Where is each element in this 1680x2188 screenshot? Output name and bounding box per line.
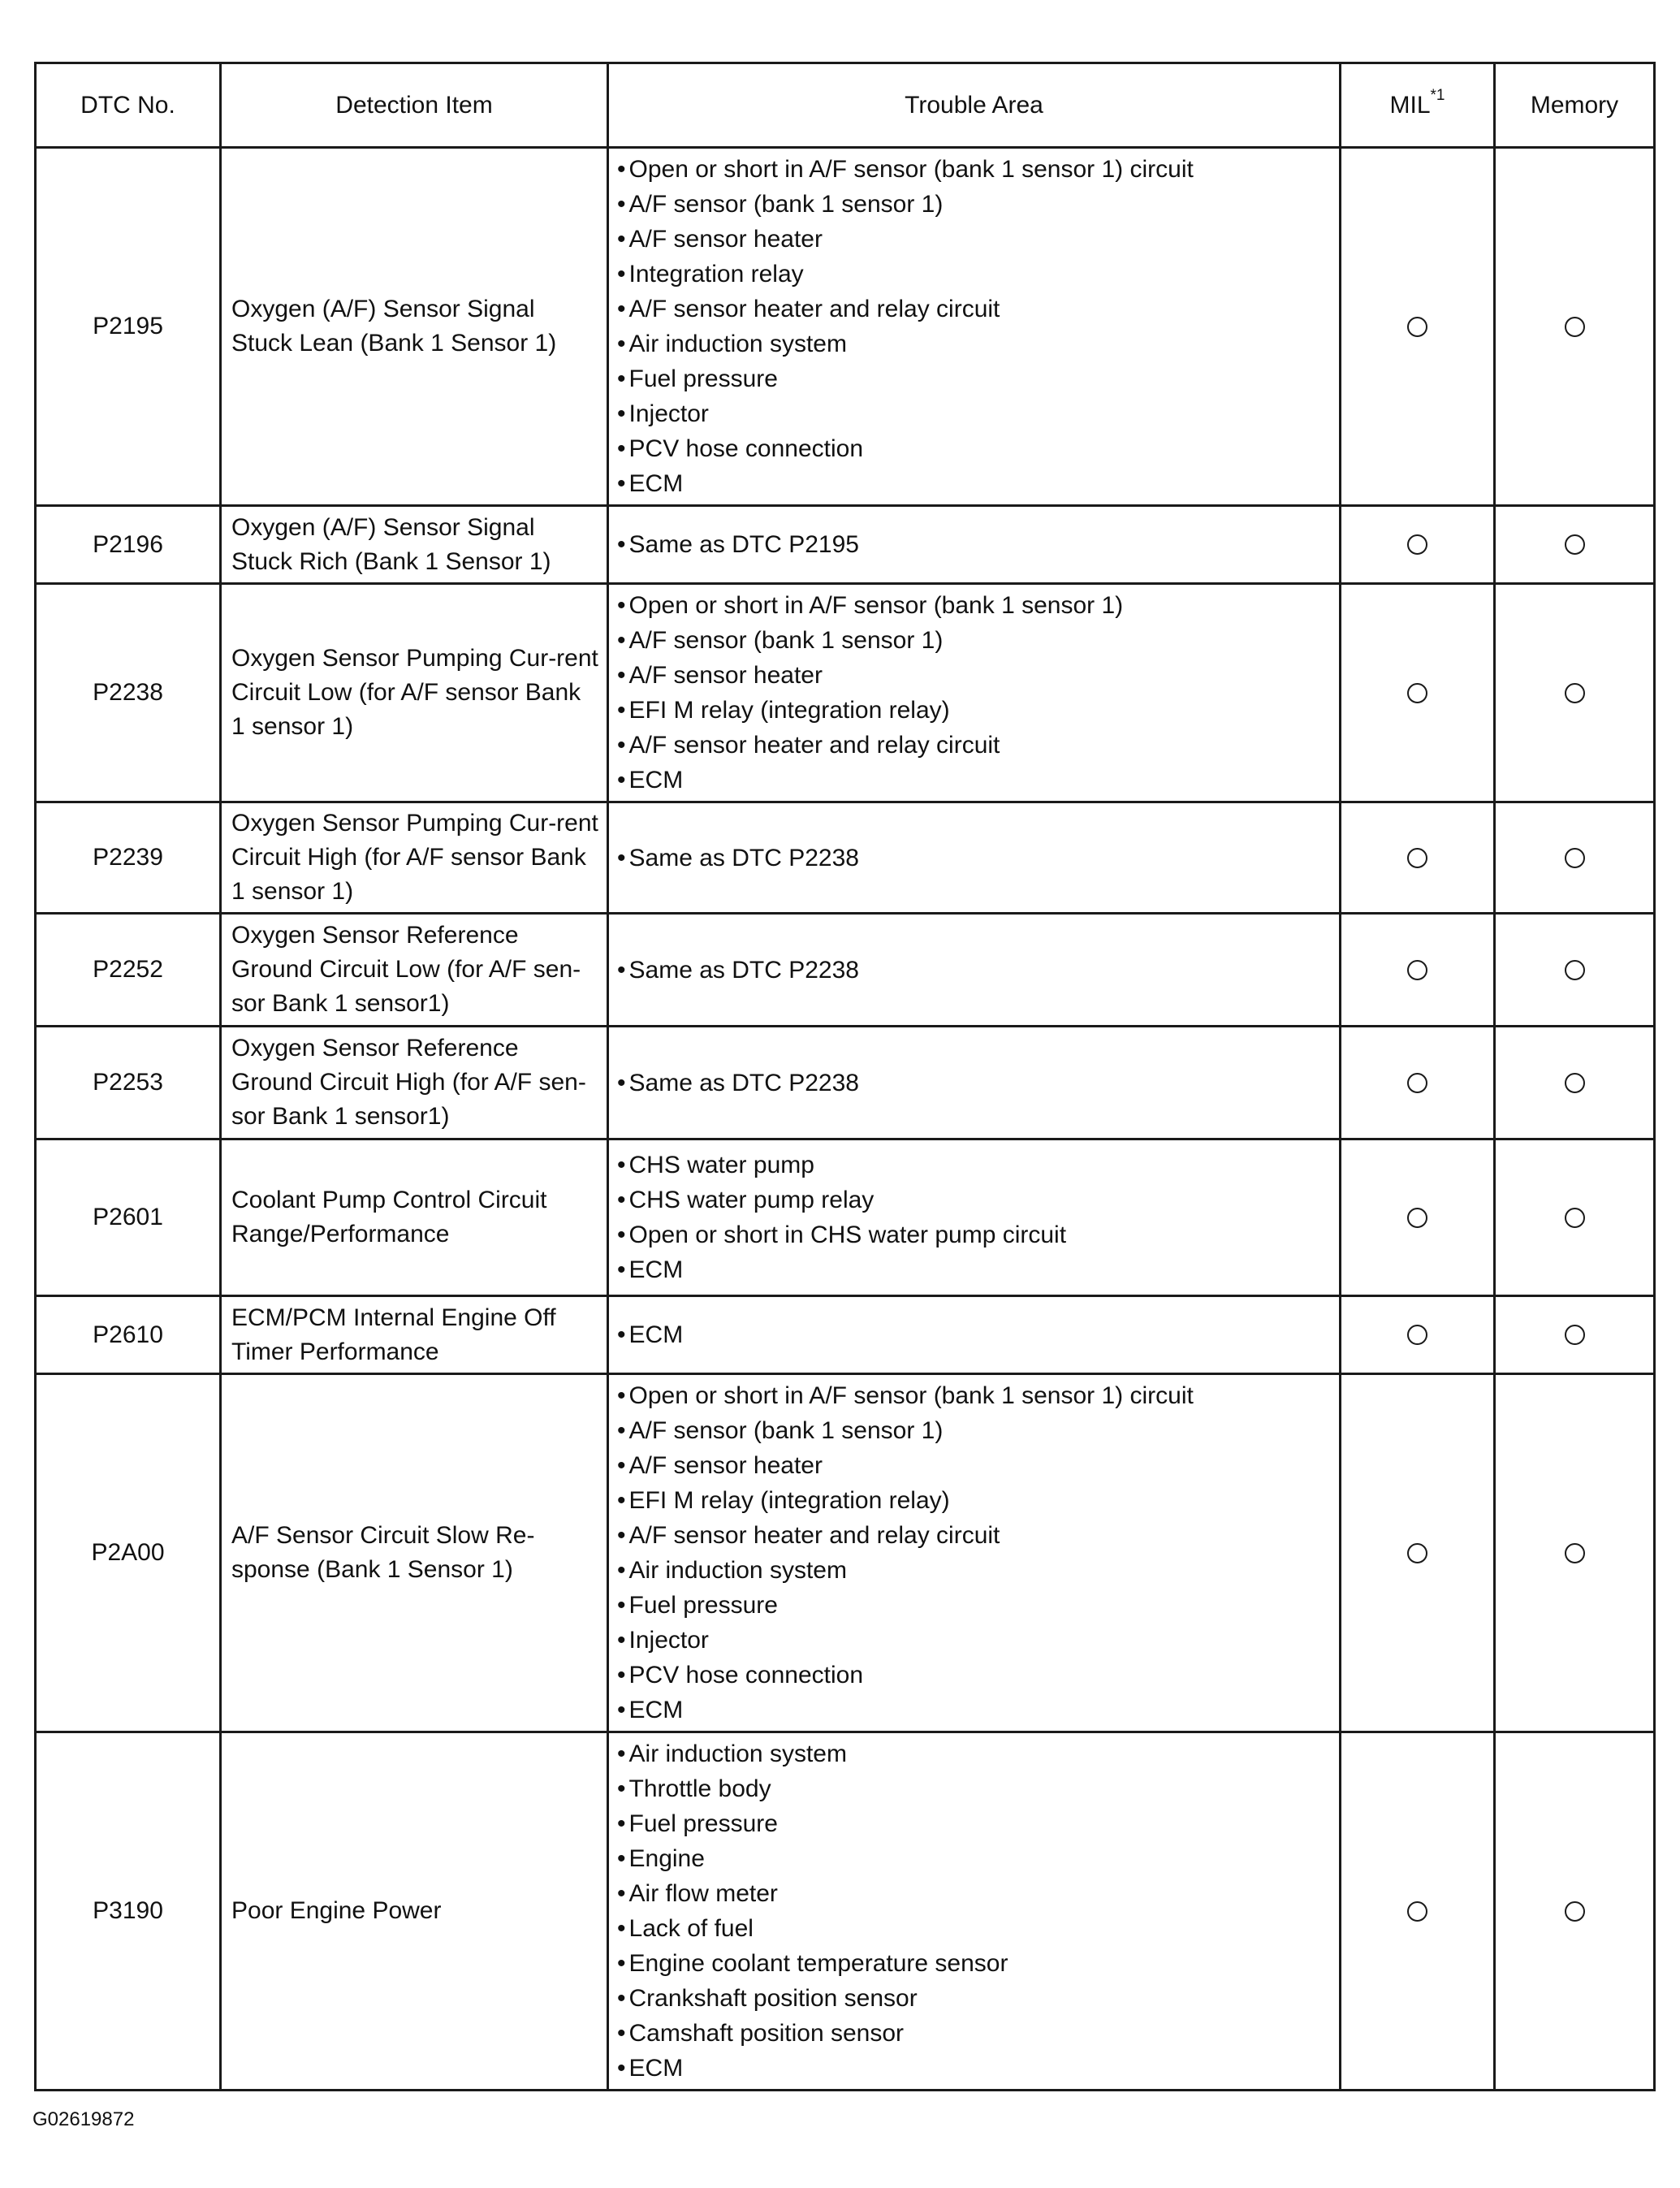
memory-circle-icon — [1565, 1543, 1585, 1563]
trouble-list-item: • ECM — [617, 466, 1331, 501]
trouble-list-item: • A/F sensor heater — [617, 222, 1331, 257]
memory-circle-icon — [1565, 960, 1585, 980]
trouble-list — [617, 953, 1331, 988]
mil-circle-icon — [1407, 1901, 1427, 1922]
dtc-code: P2610 — [36, 1296, 221, 1374]
trouble-area — [608, 914, 1341, 1027]
trouble-list-item: • PCV hose connection — [617, 431, 1331, 466]
dtc-code: P2196 — [36, 506, 221, 584]
header-detection-item: Detection Item — [221, 63, 608, 148]
trouble-list-item: • A/F sensor heater — [617, 1448, 1331, 1483]
trouble-list-item: • ECM — [617, 2051, 1331, 2086]
figure-id: G02619872 — [32, 2108, 135, 2130]
trouble-list-item: • ECM — [617, 1693, 1331, 1727]
trouble-list — [617, 1378, 1331, 1727]
memory-cell — [1495, 584, 1655, 802]
trouble-area — [608, 148, 1341, 506]
table-body — [36, 148, 1655, 2091]
detection-item: Oxygen Sensor Reference Ground Circuit High (for A/F sen-sor Bank 1 sensor1) — [221, 1027, 608, 1139]
mil-cell — [1341, 1374, 1495, 1732]
memory-cell — [1495, 1027, 1655, 1139]
memory-cell — [1495, 506, 1655, 584]
trouble-list-item: • Engine coolant temperature sensor — [617, 1946, 1331, 1981]
trouble-list-item: • Same as DTC P2238 — [617, 953, 1331, 988]
dtc-code: P2252 — [36, 914, 221, 1027]
table-row — [36, 584, 1655, 802]
table-row — [36, 1296, 1655, 1374]
trouble-list-item: • Injector — [617, 396, 1331, 431]
trouble-list-item: • A/F sensor heater and relay circuit — [617, 292, 1331, 326]
table-row — [36, 1139, 1655, 1296]
trouble-list — [617, 1066, 1331, 1100]
dtc-code: P2253 — [36, 1027, 221, 1139]
trouble-list-item: • Lack of fuel — [617, 1911, 1331, 1946]
dtc-code: P2239 — [36, 802, 221, 914]
dtc-table — [34, 62, 1656, 2091]
mil-cell — [1341, 914, 1495, 1027]
trouble-list-item: • Camshaft position sensor — [617, 2016, 1331, 2051]
trouble-list-item: • EFI M relay (integration relay) — [617, 693, 1331, 728]
detection-item: Oxygen Sensor Pumping Cur-rent Circuit High (for A/F sensor Bank 1 sensor 1) — [221, 802, 608, 914]
mil-cell — [1341, 148, 1495, 506]
header-mil — [1341, 63, 1495, 148]
detection-item: Coolant Pump Control Circuit Range/Performance — [221, 1139, 608, 1296]
trouble-area — [608, 1732, 1341, 2091]
memory-cell — [1495, 1139, 1655, 1296]
dtc-code: P2195 — [36, 148, 221, 506]
trouble-area — [608, 506, 1341, 584]
trouble-list-item: • ECM — [617, 1317, 1331, 1352]
trouble-list-item: • A/F sensor (bank 1 sensor 1) — [617, 187, 1331, 222]
memory-cell — [1495, 1296, 1655, 1374]
trouble-list-item: • Air induction system — [617, 1553, 1331, 1588]
dtc-code: P2238 — [36, 584, 221, 802]
trouble-list-item: • Integration relay — [617, 257, 1331, 292]
dtc-code: P2601 — [36, 1139, 221, 1296]
trouble-list — [617, 1317, 1331, 1352]
detection-item: Oxygen (A/F) Sensor Signal Stuck Lean (Bank 1 Sensor 1) — [221, 148, 608, 506]
header-dtc: DTC No. — [36, 63, 221, 148]
trouble-list-item: • ECM — [617, 763, 1331, 798]
trouble-area — [608, 1296, 1341, 1374]
detection-item: Oxygen Sensor Pumping Cur-rent Circuit Low (for A/F sensor Bank 1 sensor 1) — [221, 584, 608, 802]
trouble-list-item: • A/F sensor heater and relay circuit — [617, 728, 1331, 763]
dtc-code: P3190 — [36, 1732, 221, 2091]
memory-cell — [1495, 148, 1655, 506]
memory-cell — [1495, 1732, 1655, 2091]
trouble-list — [617, 527, 1331, 562]
detection-item: ECM/PCM Internal Engine Off Timer Performance — [221, 1296, 608, 1374]
mil-circle-icon — [1407, 1543, 1427, 1563]
mil-cell — [1341, 506, 1495, 584]
table-row — [36, 1732, 1655, 2091]
mil-circle-icon — [1407, 1325, 1427, 1345]
mil-circle-icon — [1407, 317, 1427, 337]
header-mil-label: MIL — [1389, 91, 1431, 119]
memory-circle-icon — [1565, 317, 1585, 337]
mil-circle-icon — [1407, 960, 1427, 980]
memory-circle-icon — [1565, 1325, 1585, 1345]
mil-cell — [1341, 1296, 1495, 1374]
trouble-area — [608, 584, 1341, 802]
trouble-list — [617, 1736, 1331, 2086]
memory-circle-icon — [1565, 1073, 1585, 1093]
table-row — [36, 1027, 1655, 1139]
mil-cell — [1341, 1139, 1495, 1296]
trouble-list-item: • Engine — [617, 1841, 1331, 1876]
trouble-list-item: • Open or short in A/F sensor (bank 1 sensor 1) circuit — [617, 152, 1331, 187]
header-row — [36, 63, 1655, 148]
mil-cell — [1341, 802, 1495, 914]
trouble-area — [608, 1139, 1341, 1296]
trouble-list-item: • Same as DTC P2195 — [617, 527, 1331, 562]
trouble-list-item: • Fuel pressure — [617, 1588, 1331, 1623]
trouble-list-item: • Air induction system — [617, 326, 1331, 361]
mil-circle-icon — [1407, 534, 1427, 555]
trouble-list-item: • Air induction system — [617, 1736, 1331, 1771]
trouble-list-item: • Throttle body — [617, 1771, 1331, 1806]
trouble-list-item: • Air flow meter — [617, 1876, 1331, 1911]
memory-circle-icon — [1565, 1901, 1585, 1922]
mil-cell — [1341, 1027, 1495, 1139]
memory-circle-icon — [1565, 683, 1585, 703]
table-row — [36, 148, 1655, 506]
mil-cell — [1341, 1732, 1495, 2091]
detection-item: Poor Engine Power — [221, 1732, 608, 2091]
trouble-list — [617, 1148, 1331, 1287]
mil-cell — [1341, 584, 1495, 802]
trouble-list-item: • Same as DTC P2238 — [617, 1066, 1331, 1100]
trouble-area — [608, 1027, 1341, 1139]
header-trouble-area: Trouble Area — [608, 63, 1341, 148]
trouble-area — [608, 802, 1341, 914]
table-row — [36, 1374, 1655, 1732]
trouble-list-item: • CHS water pump relay — [617, 1183, 1331, 1217]
trouble-list-item: • Same as DTC P2238 — [617, 841, 1331, 876]
trouble-list-item: • Fuel pressure — [617, 361, 1331, 396]
mil-circle-icon — [1407, 1208, 1427, 1228]
trouble-list — [617, 152, 1331, 501]
mil-circle-icon — [1407, 1073, 1427, 1093]
trouble-list-item: • EFI M relay (integration relay) — [617, 1483, 1331, 1518]
trouble-list-item: • Open or short in A/F sensor (bank 1 sensor 1) circuit — [617, 1378, 1331, 1413]
trouble-list — [617, 841, 1331, 876]
memory-circle-icon — [1565, 1208, 1585, 1228]
trouble-list-item: • Injector — [617, 1623, 1331, 1658]
trouble-list-item: • CHS water pump — [617, 1148, 1331, 1183]
memory-cell — [1495, 914, 1655, 1027]
table-row — [36, 506, 1655, 584]
detection-item: Oxygen (A/F) Sensor Signal Stuck Rich (Bank 1 Sensor 1) — [221, 506, 608, 584]
trouble-list-item: • A/F sensor (bank 1 sensor 1) — [617, 623, 1331, 658]
trouble-area — [608, 1374, 1341, 1732]
detection-item: A/F Sensor Circuit Slow Re-sponse (Bank 1 Sensor 1) — [221, 1374, 608, 1732]
dtc-code: P2A00 — [36, 1374, 221, 1732]
memory-cell — [1495, 1374, 1655, 1732]
mil-circle-icon — [1407, 683, 1427, 703]
trouble-list-item: • Fuel pressure — [617, 1806, 1331, 1841]
trouble-list-item: • Open or short in CHS water pump circuit — [617, 1217, 1331, 1252]
trouble-list-item: • A/F sensor heater — [617, 658, 1331, 693]
detection-item: Oxygen Sensor Reference Ground Circuit Low (for A/F sen-sor Bank 1 sensor1) — [221, 914, 608, 1027]
header-mil-footnote: *1 — [1430, 86, 1445, 104]
table-row — [36, 914, 1655, 1027]
memory-cell — [1495, 802, 1655, 914]
trouble-list-item: • PCV hose connection — [617, 1658, 1331, 1693]
trouble-list-item: • Open or short in A/F sensor (bank 1 sensor 1) — [617, 588, 1331, 623]
mil-circle-icon — [1407, 848, 1427, 868]
memory-circle-icon — [1565, 534, 1585, 555]
memory-circle-icon — [1565, 848, 1585, 868]
table-row — [36, 802, 1655, 914]
trouble-list-item: • A/F sensor (bank 1 sensor 1) — [617, 1413, 1331, 1448]
trouble-list-item: • Crankshaft position sensor — [617, 1981, 1331, 2016]
trouble-list-item: • ECM — [617, 1252, 1331, 1287]
trouble-list — [617, 588, 1331, 798]
header-memory: Memory — [1495, 63, 1655, 148]
trouble-list-item: • A/F sensor heater and relay circuit — [617, 1518, 1331, 1553]
